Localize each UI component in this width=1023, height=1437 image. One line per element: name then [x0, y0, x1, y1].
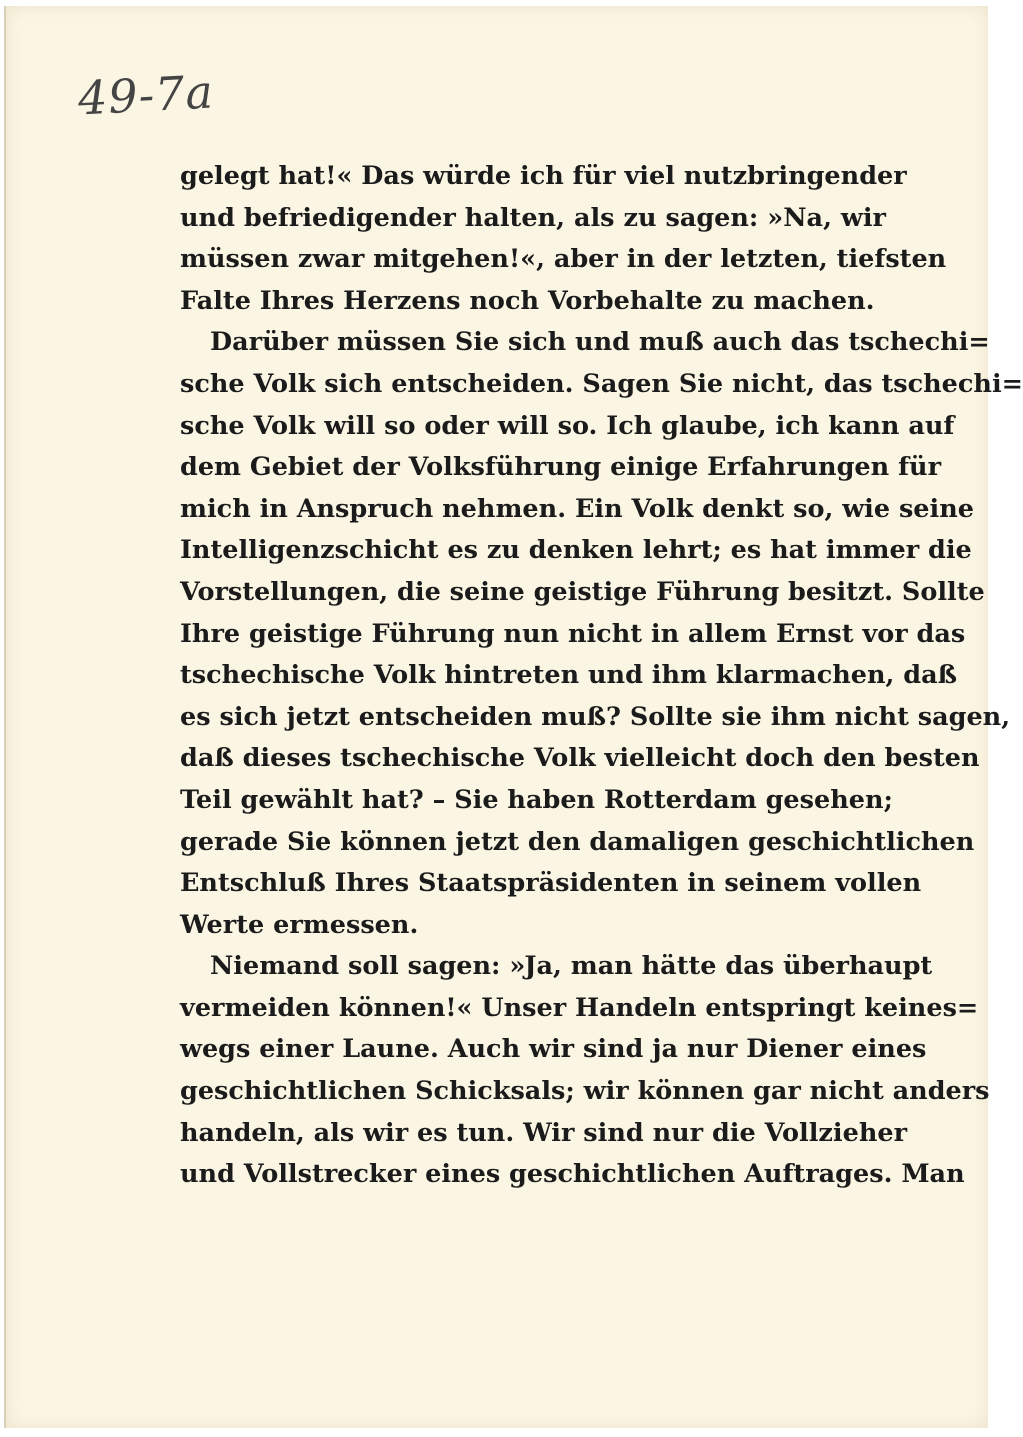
document-page [4, 6, 1023, 1428]
text-line: Vorstellungen, die seine geistige Führung besitzt. Sollte [180, 576, 985, 607]
text-line: und befriedigender halten, als zu sagen: »Na, wir [180, 202, 886, 233]
paragraph-1 [180, 156, 947, 322]
paragraph-2 [180, 322, 1023, 946]
text-line: gelegt hat!« Das würde ich für viel nutzbringender [180, 161, 907, 191]
text-line: vermeiden können!« Unser Handeln entspringt keines= [180, 992, 979, 1023]
text-line: handeln, als wir es tun. Wir sind nur die Vollzieher [180, 1117, 908, 1148]
text-line: Werte ermessen. [180, 909, 419, 940]
text-line: müssen zwar mitgehen!«, aber in der letzten, tiefsten [180, 244, 947, 275]
text-line: daß dieses tschechische Volk vielleicht doch den besten [180, 743, 980, 774]
text-line: sche Volk will so oder will so. Ich glaube, ich kann auf [180, 410, 955, 441]
paragraph-3 [180, 946, 990, 1196]
text-line: wegs einer Laune. Auch wir sind ja nur Diener eines [180, 1034, 927, 1065]
text-line: Darüber müssen Sie sich und muß auch das tschechi= [210, 327, 990, 358]
text-line: Niemand soll sagen: »Ja, man hätte das überhaupt [210, 951, 933, 982]
text-line: sche Volk sich entscheiden. Sagen Sie nicht, das tschechi= [180, 368, 1023, 399]
text-line: Ihre geistige Führung nun nicht in allem Ernst vor das [180, 618, 966, 649]
text-line: dem Gebiet der Volksführung einige Erfahrungen für [180, 452, 942, 483]
text-line: Intelligenzschicht es zu denken lehrt; es hat immer die [180, 535, 972, 566]
text-line: geschichtlichen Schicksals; wir können gar nicht anders [180, 1076, 990, 1107]
handwritten-page-note: 49-7a [76, 64, 216, 126]
text-line: Entschluß Ihres Staatspräsidenten in seinem vollen [180, 868, 922, 899]
body-text [180, 156, 1023, 1196]
text-line: mich in Anspruch nehmen. Ein Volk denkt so, wie seine [180, 493, 974, 524]
text-line: Teil gewählt hat? – Sie haben Rotterdam gesehen; [180, 784, 893, 815]
text-line: Falte Ihres Herzens noch Vorbehalte zu machen. [180, 285, 875, 316]
text-line: gerade Sie können jetzt den damaligen geschichtlichen [180, 826, 975, 857]
text-line: es sich jetzt entscheiden muß? Sollte sie ihm nicht sagen, [180, 701, 1011, 732]
text-line: und Vollstrecker eines geschichtlichen Auftrages. Man [180, 1159, 965, 1190]
text-line: tschechische Volk hintreten und ihm klarmachen, daß [180, 660, 958, 691]
